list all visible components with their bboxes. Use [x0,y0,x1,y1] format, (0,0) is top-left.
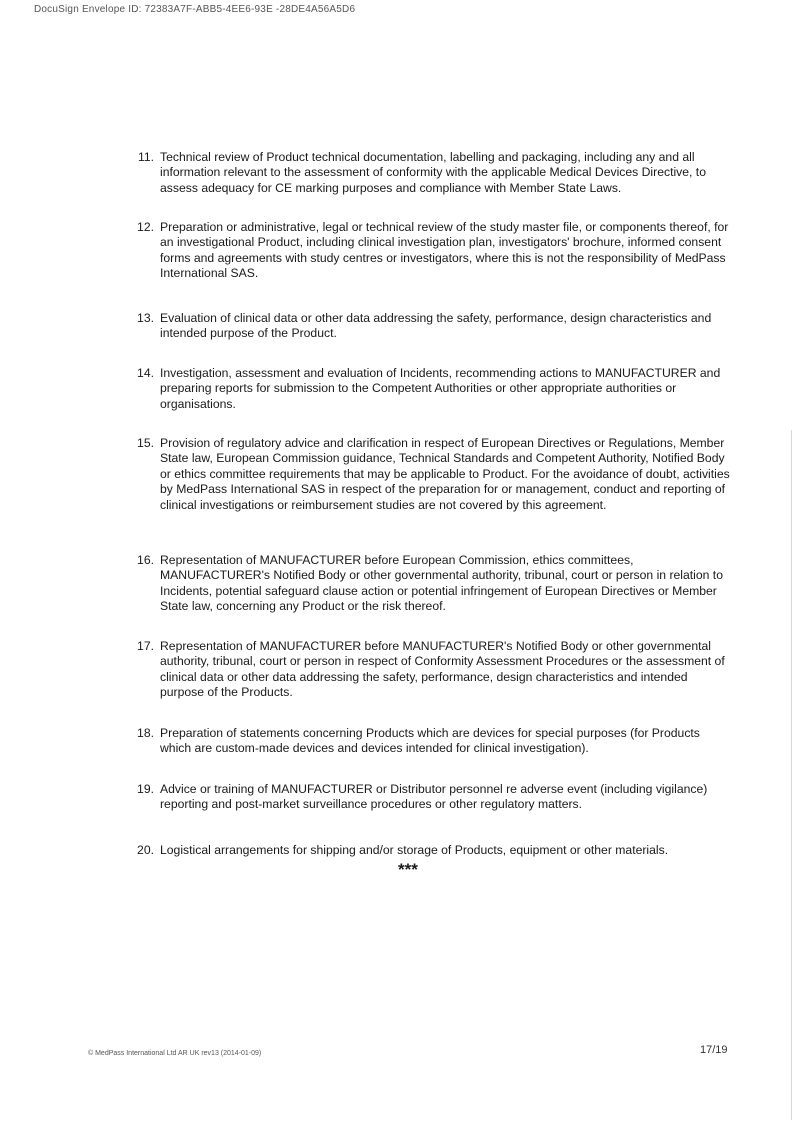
list-item-text: Preparation of statements concerning Products which are devices for special purposes (for Products which are custom-made devices and devices intended for clinical investigation). [160,726,700,756]
list-item [128,311,734,342]
list-item-text: Representation of MANUFACTURER before MANUFACTURER's Notified Body or other governmental authority, tribunal, court or person in respect of Conformity Assessment Procedures or the assessment of clinical data or other data addressing the safety, performance, design characteristics and intended purpose of the Products. [160,639,725,700]
list-item [128,726,734,757]
docusign-envelope-id: DocuSign Envelope ID: 72383A7F-ABB5-4EE6-93E -28DE4A56A5D6 [34,4,356,15]
page-number: 17/19 [700,1044,728,1056]
section-separator: *** [398,860,418,879]
list-item-text: Evaluation of clinical data or other data addressing the safety, performance, design characteristics and intended purpose of the Product. [160,311,712,341]
list-item-number: 19. [137,782,154,796]
list-item [128,366,734,412]
list-item-text: Preparation or administrative, legal or technical review of the study master file, or components thereof, for an investigational Product, including clinical investigation plan, investigators' brochure, informed consent forms and agreements with study centres or investigators, where this is not the responsibility of MedPass International SAS. [160,220,729,281]
list-item-number: 18. [137,726,154,740]
list-item [128,220,734,282]
list-item [128,639,734,701]
list-item-text: Advice or training of MANUFACTURER or Distributor personnel re adverse event (including vigilance) reporting and post-market surveillance procedures or other regulatory matters. [160,782,708,812]
list-item-number: 14. [137,366,154,380]
list-item [128,436,734,513]
list-item-text: Representation of MANUFACTURER before European Commission, ethics committees, MANUFACTURER's Notified Body or other governmental authority, tribunal, court or person in relation to Incidents, potential safeguard clause action or potential infringement of European Directives or Member State law, concerning any Product or the risk thereof. [160,553,723,614]
scan-edge-line [791,430,792,1120]
list-item-number: 16. [137,553,154,567]
list-item-number: 13. [137,311,154,325]
list-item-text: Logistical arrangements for shipping and/or storage of Products, equipment or other materials. [160,843,669,857]
list-item-number: 11. [137,150,154,164]
list-item-number: 20. [137,843,154,857]
list-item [128,150,734,196]
list-item-text: Investigation, assessment and evaluation of Incidents, recommending actions to MANUFACTURER and preparing reports for submission to the Competent Authorities or other appropriate authorities or organisations. [160,366,721,411]
list-item-text: Provision of regulatory advice and clarification in respect of European Directives or Regulations, Member State law, European Commission guidance, Technical Standards and Competent Authority, Notified Body or ethics committee requirements that may be applicable to Product. For the avoidance of doubt, activities by MedPass International SAS in respect of the preparation for or management, conduct and reporting of clinical investigations or reimbursement studies are not covered by this agreement. [160,436,730,512]
footer-copyright: © MedPass International Ltd AR UK rev13 (2014-01-09) [88,1050,262,1057]
list-item [128,553,734,615]
list-item-text: Technical review of Product technical documentation, labelling and packaging, including any and all information relevant to the assessment of conformity with the applicable Medical Devices Directive, to assess adequacy for CE marking purposes and compliance with Member State Laws. [160,150,706,195]
list-item [128,782,734,813]
list-item [128,843,734,858]
list-item-number: 17. [137,639,154,653]
list-item-number: 15. [137,436,154,450]
list-item-number: 12. [137,220,154,234]
